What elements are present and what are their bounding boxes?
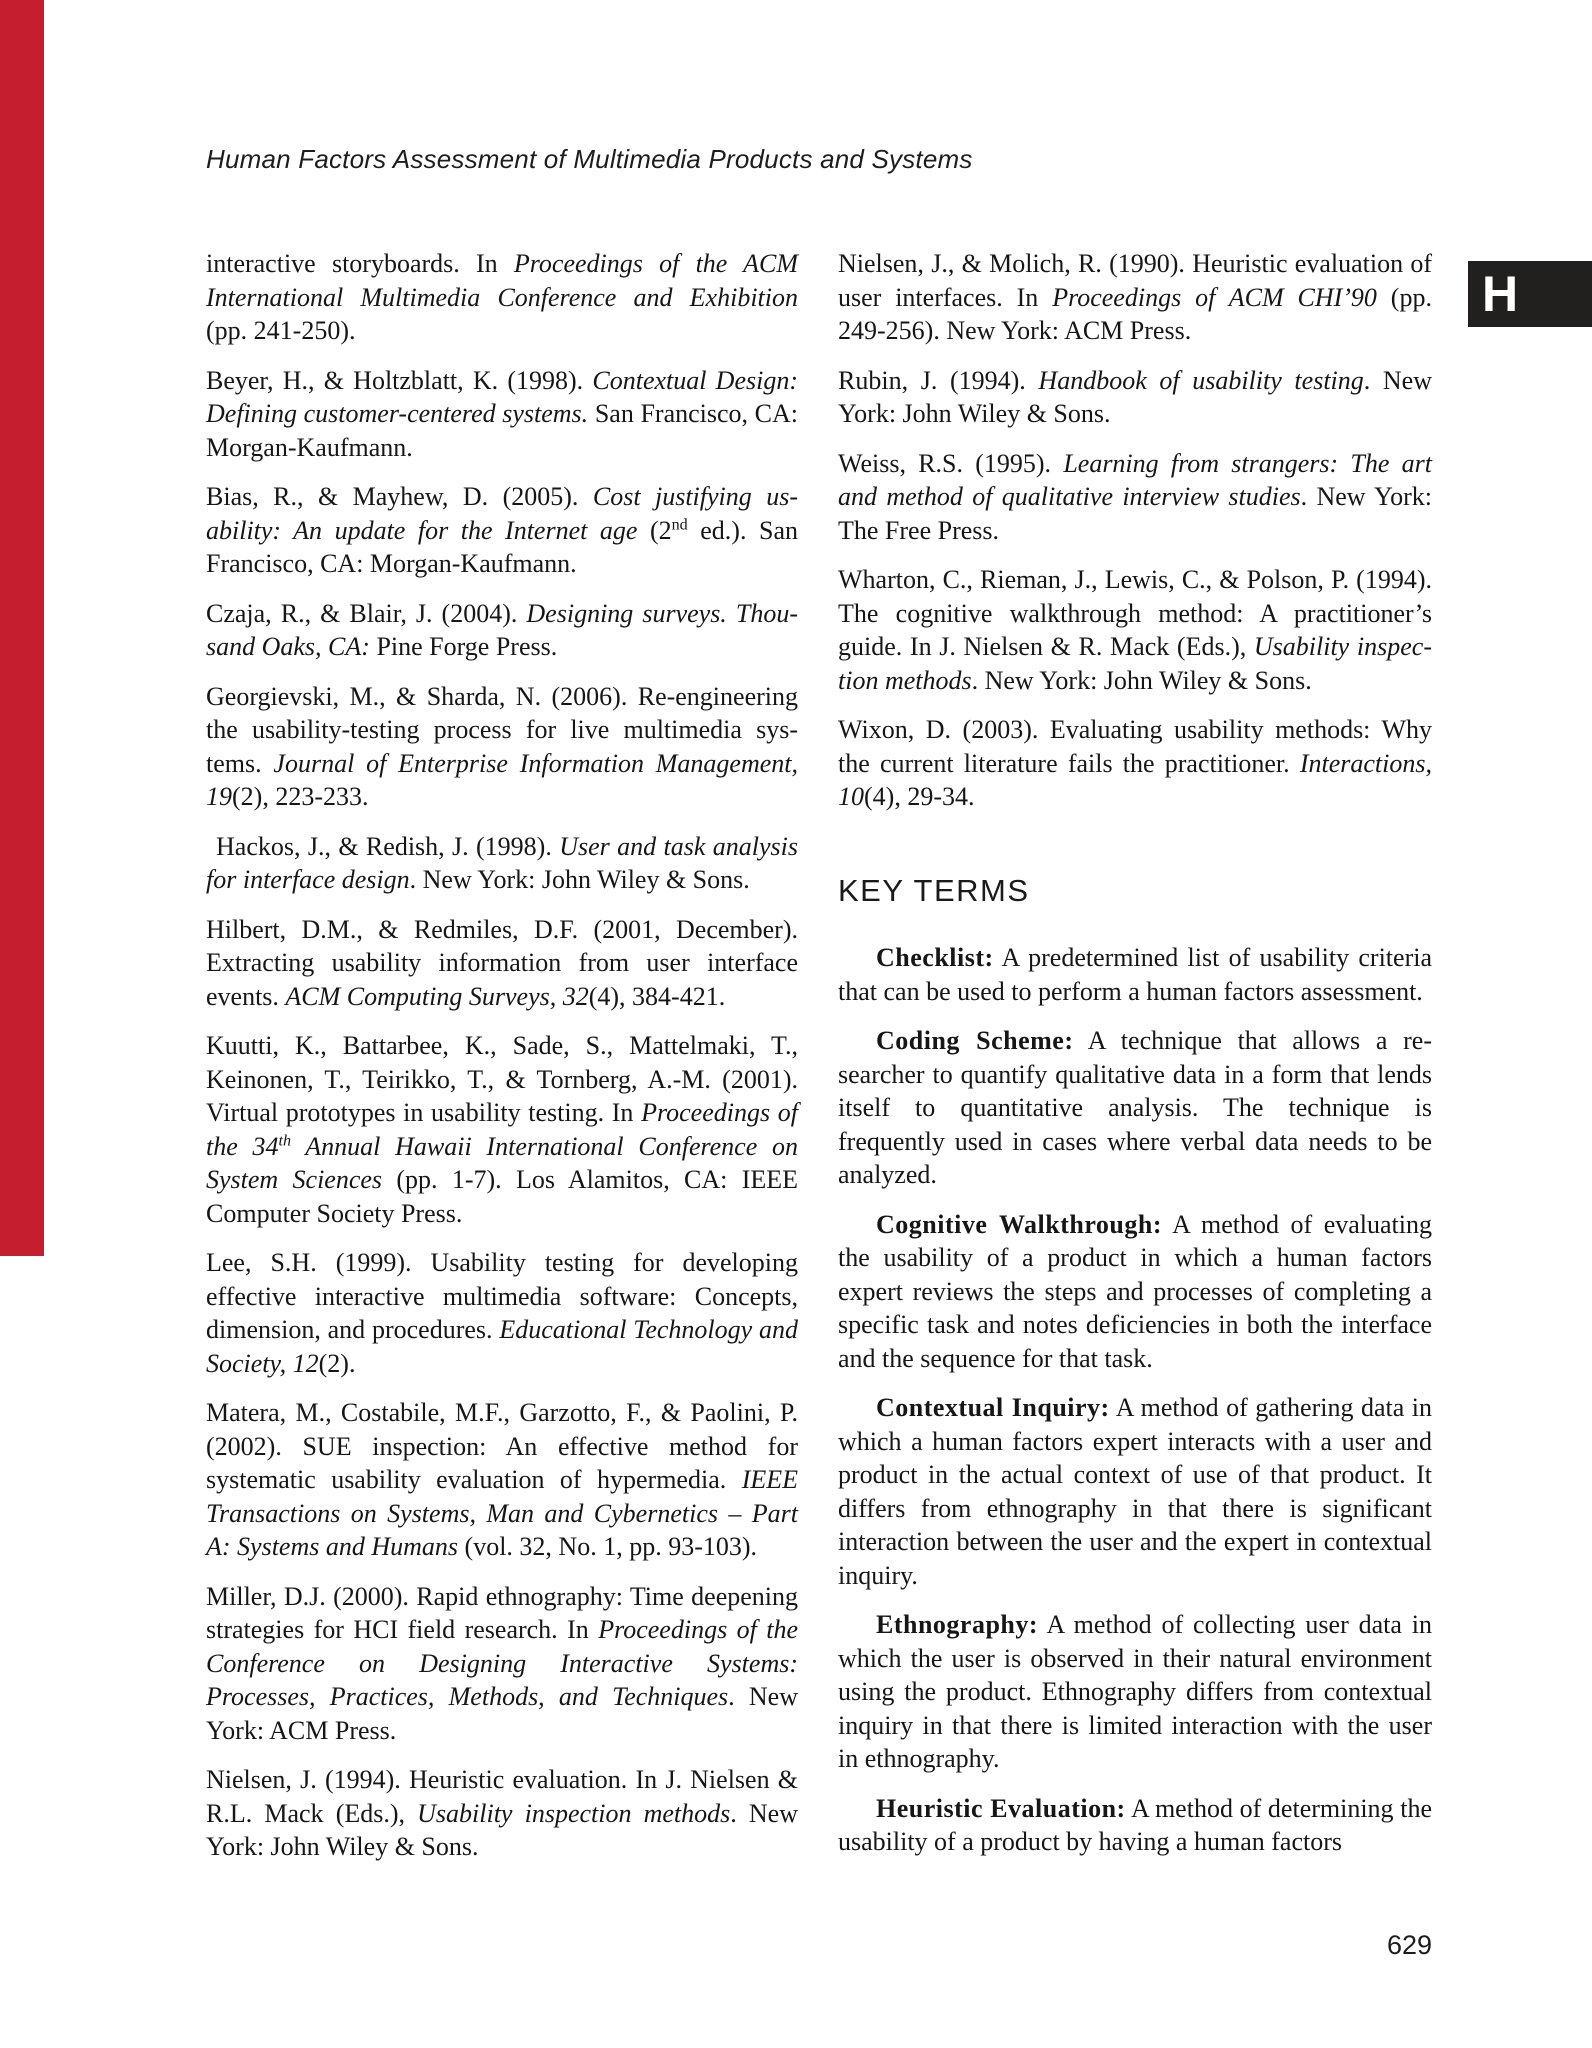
key-term-definition: A technique that allows a researcher to quantify qualitative data in a form that lends itself to quantitative analysis. The technique is frequently used in cases where verbal data needs to be analyzed.	[838, 1026, 1432, 1189]
key-term-definition: A predetermined list of usability criteria that can be used to perform a human factors assessment.	[838, 943, 1432, 1006]
reference-paragraph: Lee, S.H. (1999). Usability testing for developing effective interactive multimedia software: Concepts, dimension, and procedures. Educational Technology and Society, 12(2).	[206, 1248, 798, 1378]
reference-paragraph: Kuutti, K., Battarbee, K., Sade, S., Mattelmaki, T., Keinonen, T., Teirikko, T., & Tornberg, A.-M. (2001). Virtual prototypes in usability testing. In Proceedings of the 34th Annual Hawaii International Conference on System Sciences (pp. 1-7). Los Alamitos, CA: IEEE Computer Society Press.	[206, 1031, 799, 1228]
page-edge-red-bar	[0, 0, 44, 1256]
key-terms-list	[838, 941, 1432, 1859]
reference-paragraph: Hilbert, D.M., & Redmiles, D.F. (2001, December). Extracting usability information from user interface events. ACM Computing Surveys, 32(4), 384-421.	[206, 914, 798, 1011]
reference-paragraph: interactive storyboards. In Proceedings of the ACM International Multimedia Conference and Exhibition (pp. 241-250).	[206, 249, 798, 345]
reference-paragraph: Czaja, R., & Blair, J. (2004). Designing surveys. Thousand Oaks, CA: Pine Forge Press.	[206, 598, 798, 661]
key-term-label: Contextual Inquiry:	[876, 1393, 1110, 1422]
section-tab	[1468, 261, 1592, 327]
reference-paragraph: Wharton, C., Rieman, J., Lewis, C., & Polson, P. (1994). The cognitive walkthrough method: A practitioner’s guide. In J. Nielsen & R. Mack (Eds.), Usability inspection methods. New York: John Wiley & Sons.	[838, 565, 1432, 695]
reference-paragraph: Matera, M., Costabile, M.F., Garzotto, F., & Paolini, P. (2002). SUE inspection: An effective method for systematic usability evaluation of hypermedia. IEEE Transactions on Systems, Man and Cybernetics – Part A: Systems and Humans (vol. 32, No. 1, pp. 93-103).	[206, 1398, 798, 1561]
key-term-label: Checklist:	[876, 943, 994, 972]
reference-paragraph: Wixon, D. (2003). Evaluating usability methods: Why the current literature fails the practitioner. Interactions, 10(4), 29-34.	[838, 715, 1432, 811]
key-term-label: Cognitive Walkthrough:	[876, 1209, 1162, 1239]
reference-paragraph: Nielsen, J., & Molich, R. (1990). Heuristic evaluation of user interfaces. In Proceedings of ACM CHI’90 (pp. 249-256). New York: ACM Press.	[838, 249, 1432, 345]
key-term-paragraph	[838, 1391, 1432, 1592]
reference-paragraph: Nielsen, J. (1994). Heuristic evaluation. In J. Nielsen & R.L. Mack (Eds.), Usability inspection methods. New York: John Wiley & Sons.	[206, 1765, 798, 1861]
key-term-definition: A method of determining the usability of a product by having a human factors	[838, 1793, 1432, 1856]
reference-paragraph: Georgievski, M., & Sharda, N. (2006). Re-engineering the usability-testing process for live multimedia systems. Journal of Enterprise Information Management, 19(2), 223-233.	[206, 681, 798, 811]
page-number: 629	[1386, 1930, 1432, 1960]
key-term-label: Heuristic Evaluation:	[876, 1793, 1126, 1823]
key-terms-heading: KEY TERMS	[838, 872, 1030, 908]
reference-paragraph: Hackos, J., & Redish, J. (1998). User and task analysis for interface design. New York: John Wiley & Sons.	[206, 831, 798, 894]
reference-paragraph: Beyer, H., & Holtzblatt, K. (1998). Contextual Design: Defining customer-centered systems. San Francisco, CA: Morgan-Kaufmann.	[206, 365, 799, 462]
key-term-paragraph	[838, 1792, 1432, 1859]
key-term-label: Coding Scheme:	[876, 1026, 1074, 1055]
reference-paragraph: Bias, R., & Mayhew, D. (2005). Cost justifying usability: An update for the Internet age (2nd ed.). San Francisco, CA: Morgan-Kaufmann.	[206, 482, 799, 578]
reference-paragraph: Rubin, J. (1994). Handbook of usability testing. New York: John Wiley & Sons.	[838, 365, 1432, 428]
references-continued	[838, 247, 1432, 814]
key-term-paragraph	[838, 1608, 1432, 1776]
reference-paragraph: Miller, D.J. (2000). Rapid ethnography: Time deepening strategies for HCI field research. In Proceedings of the Conference on Designing Interactive Systems: Processes, Practices, Methods, and Techniques. New York: ACM Press.	[206, 1581, 799, 1745]
right-column	[838, 247, 1432, 1859]
key-term-definition: A method of evaluating the usability of a product in which a human factors expert reviews the steps and processes of completing a specific task and notes deficiencies in both the interface and the sequence for that task.	[838, 1209, 1433, 1373]
reference-paragraph: Weiss, R.S. (1995). Learning from strangers: The art and method of qualitative interview studies. New York: The Free Press.	[838, 448, 1433, 545]
key-term-label: Ethnography:	[876, 1610, 1039, 1639]
section-tab-letter: H	[1482, 266, 1519, 322]
running-head: Human Factors Assessment of Multimedia Products and Systems	[206, 144, 973, 174]
key-term-definition: A method of collecting user data in which the user is observed in their natural environment using the product. Ethnography differs from contextual inquiry in that there is limited interaction with the user in ethnography.	[838, 1610, 1432, 1773]
key-term-paragraph	[838, 941, 1432, 1008]
left-column	[206, 247, 798, 1864]
key-term-paragraph	[838, 1208, 1432, 1376]
key-term-paragraph	[838, 1024, 1432, 1192]
key-term-definition: A method of gathering data in which a human factors expert interacts with a user and product in the actual context of use of that product. It differs from ethnography in that there is significant interaction between the user and the expert in contextual inquiry.	[838, 1393, 1432, 1590]
